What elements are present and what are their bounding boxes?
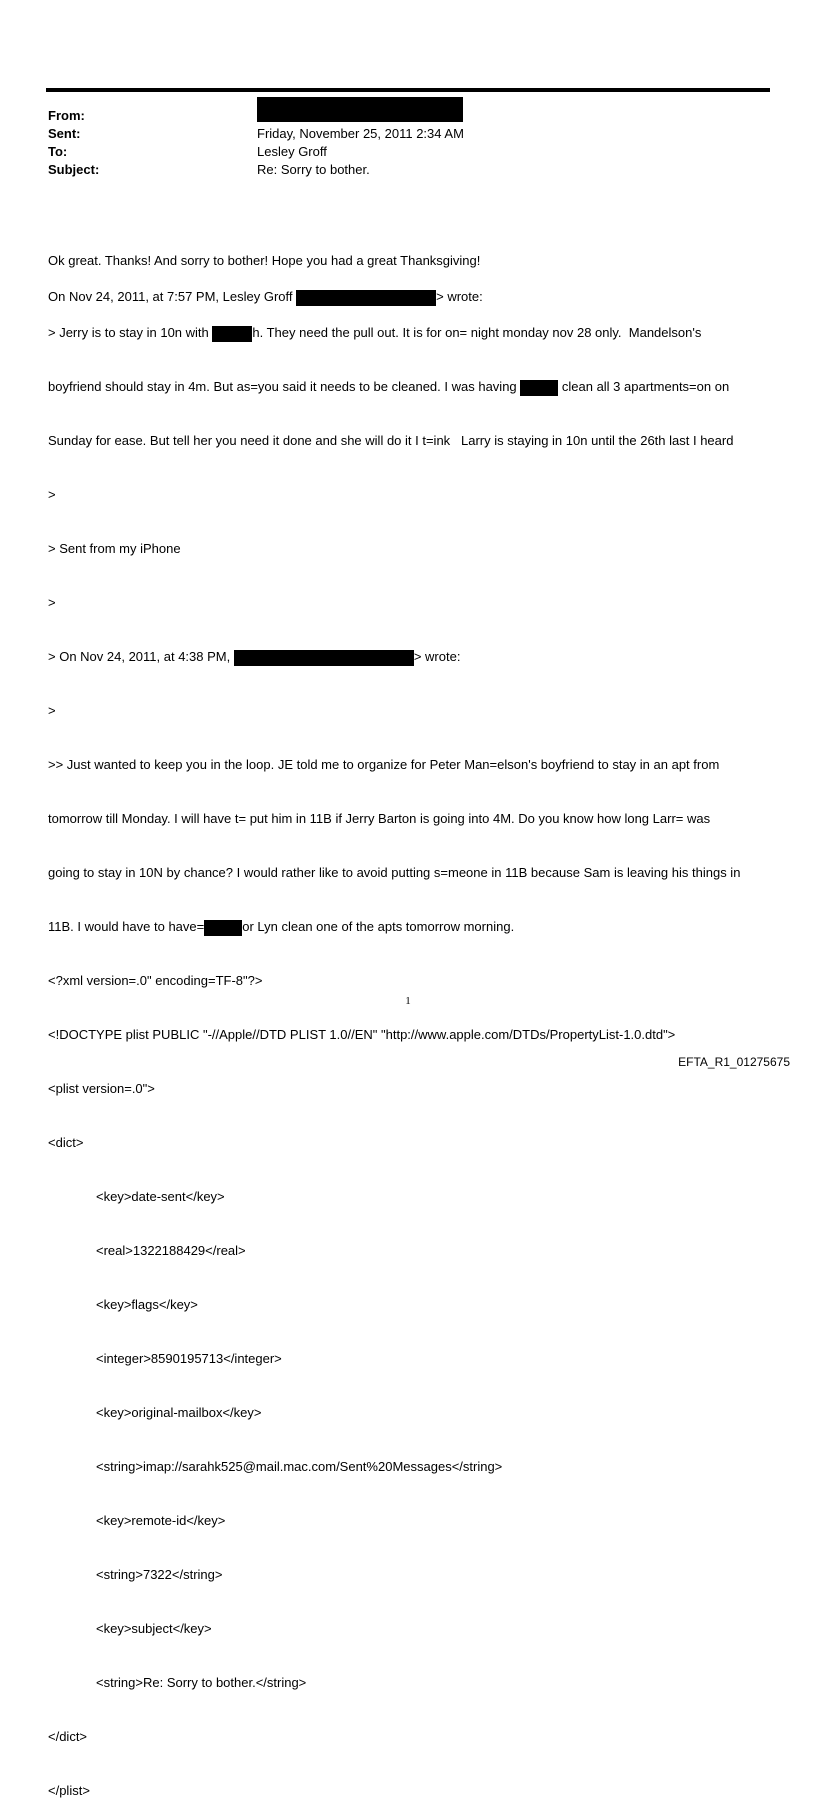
body-line: > wrote: [413,649,461,664]
from-label: From: [48,108,85,123]
redaction-block [204,920,242,936]
body-line: <key>flags</key> [96,1297,198,1312]
body-line: boyfriend should stay in 4m. But as=you said it needs to be cleaned. I was having [48,379,521,394]
subject-value: Re: Sorry to bother. [257,162,370,177]
body-line: <key>remote-id</key> [96,1513,226,1528]
body-line: <?xml version=.0" encoding=TF-8"?> [48,973,263,988]
redaction-block [257,97,463,122]
redaction-block [520,380,558,396]
quoted-message [48,288,766,1818]
body-line: <string>imap://sarahk525@mail.mac.com/Sent%20Messages</string> [96,1459,503,1474]
body-line: 11B. I would have to have= [48,919,205,934]
body-line: <string>7322</string> [96,1567,223,1582]
redaction-block [212,326,252,342]
body-line: > [48,595,56,610]
to-value: Lesley Groff [257,144,327,159]
body-line: > [48,703,56,718]
body-line: > Jerry is to stay in 10n with [48,325,213,340]
body-line: Ok great. Thanks! And sorry to bother! Hope you had a great Thanksgiving! [48,253,481,268]
to-label: To: [48,144,68,159]
body-line: <dict> [48,1135,84,1150]
body-line: <!DOCTYPE plist PUBLIC "-//Apple//DTD PLIST 1.0//EN" "http://www.apple.com/DTDs/PropertyList-1.0.dtd"> [48,1027,676,1042]
body-line: >> Just wanted to keep you in the loop. JE told me to organize for Peter Man=elson's boyfriend to stay in an apt from [48,757,720,772]
sent-label: Sent: [48,126,81,141]
body-line: tomorrow till Monday. I will have t= put him in 11B if Jerry Barton is going into 4M. Do you know how long Larr= was [48,811,711,826]
body-line: Sunday for ease. But tell her you need it done and she will do it I t=ink Larry is staying in 10n until the 26th last I heard [48,433,734,448]
body-line: or Lyn clean one of the apts tomorrow morning. [242,919,515,934]
body-line: going to stay in 10N by chance? I would rather like to avoid putting s=meone in 11B because Sam is leaving his things in [48,865,741,880]
body-line: </dict> [48,1729,88,1744]
body-line: h. They need the pull out. It is for on= night monday nov 28 only. Mandelson's [252,325,702,340]
from-value [257,97,463,122]
body-line: <string>Re: Sorry to bother.</string> [96,1675,307,1690]
body-line: <key>original-mailbox</key> [96,1405,262,1420]
bates-number: EFTA_R1_01275675 [678,1055,790,1069]
header-rule [46,88,770,92]
subject-label: Subject: [48,162,100,177]
body-line: <plist version=.0"> [48,1081,155,1096]
body-line: On Nov 24, 2011, at 7:57 PM, Lesley Groff [48,289,297,304]
sent-value: Friday, November 25, 2011 2:34 AM [257,126,464,141]
page-number: 1 [405,995,411,1007]
body-line: <key>subject</key> [96,1621,212,1636]
body-line: <real>1322188429</real> [96,1243,246,1258]
body-line: <key>date-sent</key> [96,1189,225,1204]
body-line: clean all 3 apartments=on on [558,379,730,394]
body-line: > On Nov 24, 2011, at 4:38 PM, [48,649,234,664]
body-line: <integer>8590195713</integer> [96,1351,282,1366]
body-line: > wrote: [436,289,483,304]
body-line: > [48,487,56,502]
body-line: > Sent from my iPhone [48,541,181,556]
body-line: </plist> [48,1783,90,1798]
redaction-block [234,650,414,666]
